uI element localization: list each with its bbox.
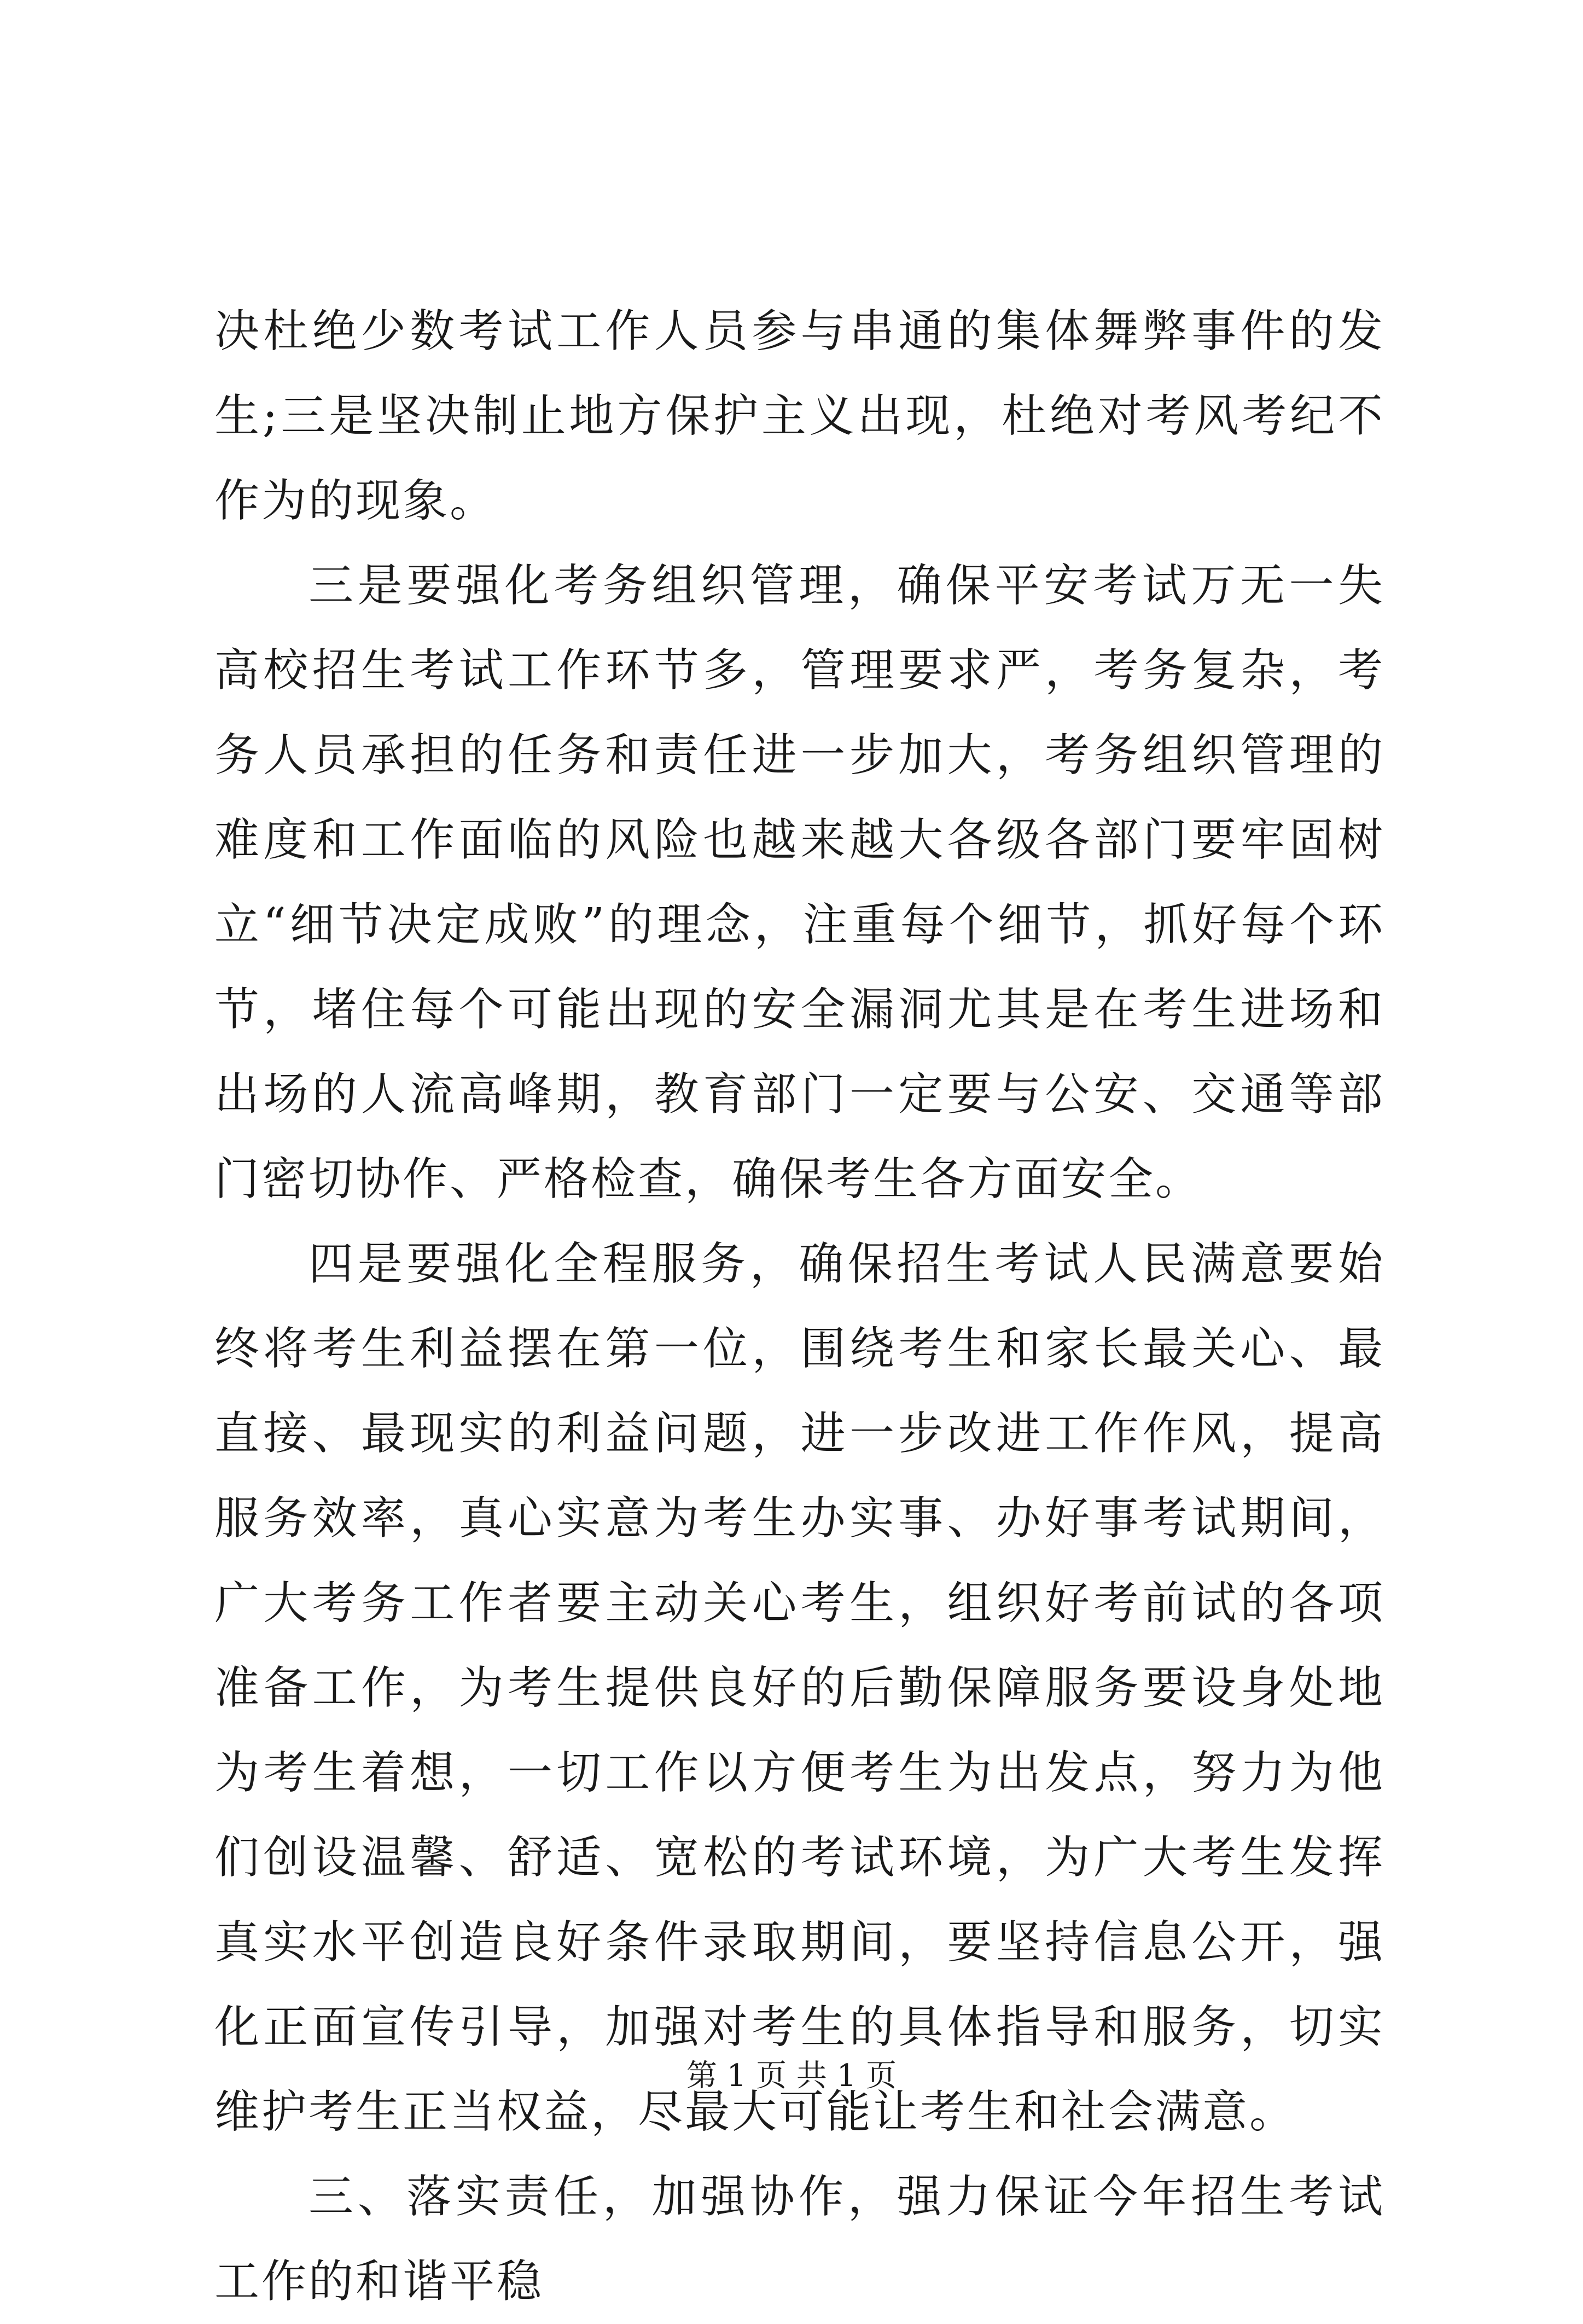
paragraph-continuation: 决杜绝少数考试工作人员参与串通的集体舞弊事件的发生;三是坚决制止地方保护主义出现，杜绝对考风考纪不作为的现象。 bbox=[214, 305, 1385, 527]
section-heading-responsibility: 三、落实责任，加强协作，强力保证今年招生考试工作的和谐平稳 bbox=[214, 2171, 1385, 2308]
paragraph-full-service: 四是要强化全程服务，确保招生考试人民满意要始终将考生利益摆在第一位，围绕考生和家长最关心、最直接、最现实的利益问题，进一步改进工作作风，提高服务效率，真心实意为考生办实事、办好事考试期间，广大考务工作者要主动关心考生，组织好考前试的各项准备工作，为考生提供良好的后勤保障服务要设身处地为考生着想，一切工作以方便考生为出发点，努力为他们创设温馨、舒适、宽松的考试环境，为广大考生发挥真实水平创造良好条件录取期间，要坚持信息公开，强化正面宣传引导，加强对考生的具体指导和服务，切实维护考生正当权益，尽最大可能让考生和社会满意。 bbox=[214, 1238, 1385, 2138]
page-number-footer: 第 1 页 共 1 页 bbox=[686, 2058, 897, 2094]
paragraph-exam-management: 三是要强化考务组织管理，确保平安考试万无一失高校招生考试工作环节多，管理要求严，考务复杂，考务人员承担的任务和责任进一步加大，考务组织管理的难度和工作面临的风险也越来越大各级各部门要牢固树立“细节决定成败”的理念，注重每个细节，抓好每个环节，堵住每个可能出现的安全漏洞尤其是在考生进场和出场的人流高峰期，教育部门一定要与公安、交通等部门密切协作、严格检查，确保考生各方面安全。 bbox=[214, 560, 1385, 1205]
document-body bbox=[214, 289, 1385, 2324]
